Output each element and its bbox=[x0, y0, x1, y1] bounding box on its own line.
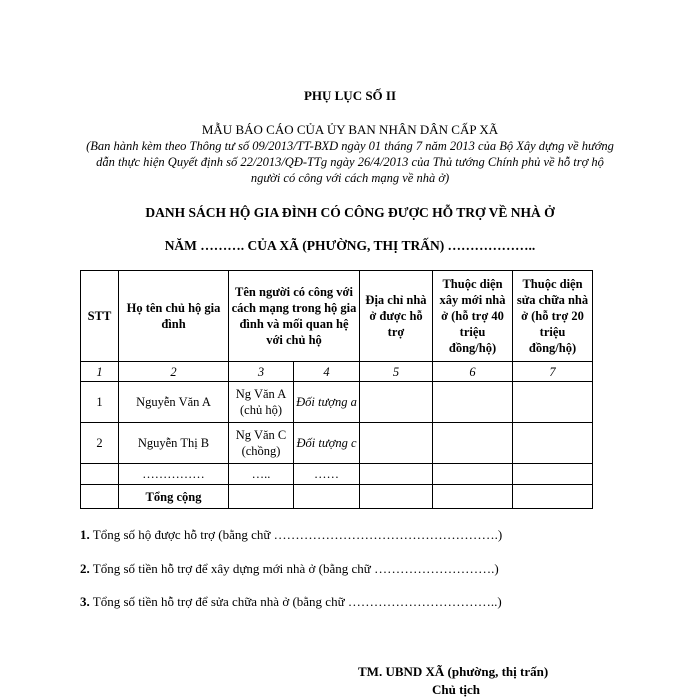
row-address bbox=[360, 382, 433, 423]
row-object: Đối tượng c bbox=[294, 423, 360, 464]
legal-basis-subtitle: (Ban hành kèm theo Thông tư số 09/2013/TT-BXD ngày 01 tháng 7 năm 2013 của Bộ Xây dựng về hướng dẫn thực hiện Quyết định số 22/2013/QĐ-TTg ngày 26/4/2013 của Thủ tướng Chính phủ về hỗ trợ hộ người có công với cách mạng về nhà ở) bbox=[86, 139, 614, 185]
table-row bbox=[81, 423, 593, 464]
header-address: Địa chỉ nhà ở được hỗ trợ bbox=[360, 271, 433, 362]
summary-text: Tổng số hộ được hỗ trợ (bằng chữ …………………………………………….) bbox=[89, 527, 503, 542]
row-household-head: Nguyễn Văn A bbox=[119, 382, 229, 423]
header-new-build: Thuộc diện xây mới nhà ở (hỗ trợ 40 triệu đồng/hộ) bbox=[433, 271, 513, 362]
summary-number: 3. bbox=[80, 594, 90, 609]
household-support-table bbox=[80, 270, 593, 509]
total-new-build bbox=[433, 485, 513, 509]
row-object: …… bbox=[294, 464, 360, 485]
row-household-head: Nguyễn Thị B bbox=[119, 423, 229, 464]
total-object bbox=[294, 485, 360, 509]
total-repair bbox=[513, 485, 593, 509]
header-repair: Thuộc diện sửa chữa nhà ở (hỗ trợ 20 triệu đồng/hộ) bbox=[513, 271, 593, 362]
row-person: Ng Văn C (chồng) bbox=[229, 423, 294, 464]
column-number: 2 bbox=[119, 362, 229, 382]
column-number: 4 bbox=[294, 362, 360, 382]
year-line: NĂM ………. CỦA XÃ (PHƯỜNG, THỊ TRẤN) ……………….. bbox=[164, 238, 536, 253]
table-header-row bbox=[81, 271, 593, 362]
row-new-build bbox=[433, 423, 513, 464]
total-row bbox=[81, 485, 593, 509]
signature-role: Chủ tịch bbox=[432, 682, 481, 697]
summary-line-new-build bbox=[80, 561, 499, 577]
summary-number: 2. bbox=[80, 561, 90, 576]
form-title: MẪU BÁO CÁO CỦA ỦY BAN NHÂN DÂN CẤP XÃ bbox=[201, 122, 499, 137]
row-address bbox=[360, 464, 433, 485]
row-object: Đối tượng a bbox=[294, 382, 360, 423]
header-revolutionary-person: Tên người có công với cách mạng trong hộ gia đình và mối quan hệ với chủ hộ bbox=[229, 271, 360, 362]
row-repair bbox=[513, 464, 593, 485]
row-new-build bbox=[433, 464, 513, 485]
row-repair bbox=[513, 382, 593, 423]
row-address bbox=[360, 423, 433, 464]
total-address bbox=[360, 485, 433, 509]
row-repair bbox=[513, 423, 593, 464]
column-number: 7 bbox=[513, 362, 593, 382]
appendix-title: PHỤ LỤC SỐ II bbox=[303, 88, 397, 103]
header-stt: STT bbox=[81, 271, 119, 362]
column-number: 6 bbox=[433, 362, 513, 382]
summary-text: Tổng số tiền hỗ trợ để xây dựng mới nhà ở (bằng chữ ……………………….) bbox=[89, 561, 499, 576]
row-stt bbox=[81, 464, 119, 485]
column-number: 5 bbox=[360, 362, 433, 382]
row-stt: 2 bbox=[81, 423, 119, 464]
row-stt: 1 bbox=[81, 382, 119, 423]
summary-number: 1. bbox=[80, 527, 90, 542]
row-household-head: …………… bbox=[119, 464, 229, 485]
total-stt bbox=[81, 485, 119, 509]
column-number: 3 bbox=[229, 362, 294, 382]
row-person: ….. bbox=[229, 464, 294, 485]
total-label: Tổng cộng bbox=[119, 485, 229, 509]
signature-organization: TM. UBND XÃ (phường, thị trấn) bbox=[358, 664, 549, 679]
summary-line-repair bbox=[80, 594, 502, 610]
row-person: Ng Văn A (chủ hộ) bbox=[229, 382, 294, 423]
summary-line-households bbox=[80, 527, 502, 543]
column-number-row bbox=[81, 362, 593, 382]
total-person bbox=[229, 485, 294, 509]
row-new-build bbox=[433, 382, 513, 423]
header-household-head: Họ tên chủ hộ gia đình bbox=[119, 271, 229, 362]
column-number: 1 bbox=[81, 362, 119, 382]
table-row bbox=[81, 464, 593, 485]
table-row bbox=[81, 382, 593, 423]
list-title: DANH SÁCH HỘ GIA ĐÌNH CÓ CÔNG ĐƯỢC HỖ TRỢ VỀ NHÀ Ở bbox=[145, 205, 555, 220]
summary-text: Tổng số tiền hỗ trợ để sửa chữa nhà ở (bằng chữ ……………………………..) bbox=[89, 594, 502, 609]
